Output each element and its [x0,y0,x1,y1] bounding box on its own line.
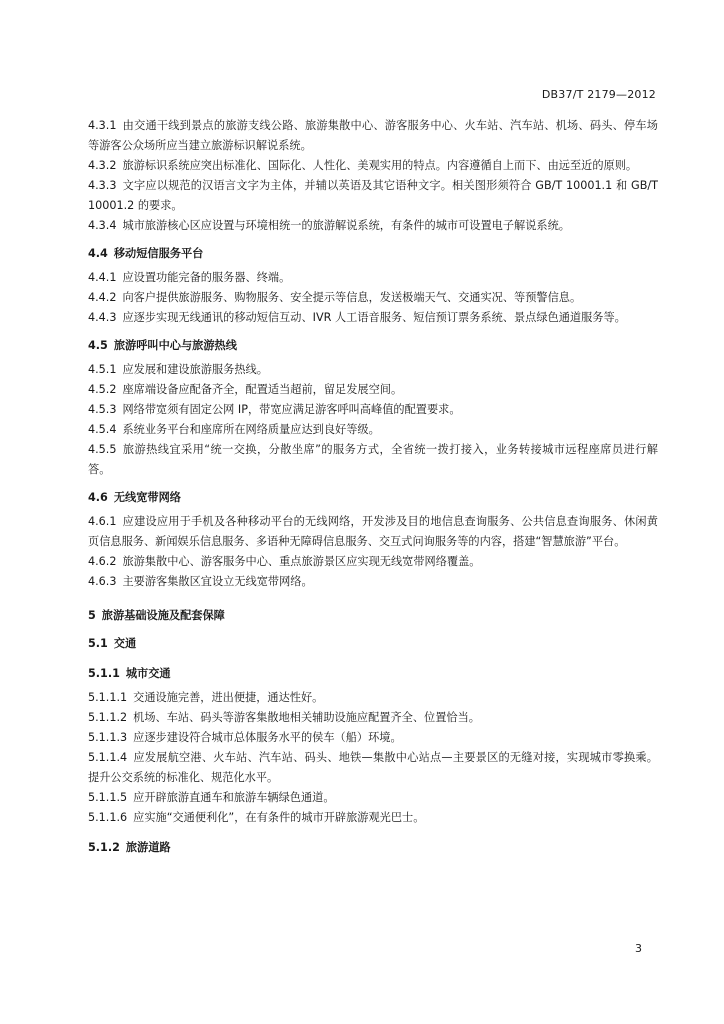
clause-paragraph [88,288,658,308]
section-heading [88,664,658,684]
clause-text: 旅游集散中心、游客服务中心、重点旅游景区应实现无线宽带网络覆盖。 [122,555,481,568]
clause-text: 网络带宽须有固定公网 IP，带宽应满足游客呼叫高峰值的配置要求。 [122,403,461,416]
clause-paragraph [88,808,658,828]
clause-text: 旅游道路 [125,841,171,854]
clause-number: 4.3.2 [88,159,117,172]
clause-number: 5.1.1.4 [88,751,128,764]
clause-number: 4.5.5 [88,443,117,456]
clause-number: 5.1.1.1 [88,691,128,704]
clause-text: 系统业务平台和座席所在网络质量应达到良好等级。 [122,423,380,436]
clause-number: 5.1.1.2 [88,711,128,724]
clause-number: 5.1.1.5 [88,791,128,804]
clause-text: 座席端设备应配备齐全，配置适当超前，留足发展空间。 [122,383,403,396]
clause-paragraph [88,216,658,236]
clause-paragraph [88,360,658,380]
clause-number: 5.1.1.3 [88,731,128,744]
section-heading [88,634,658,654]
clause-text: 应实施“交通便利化”，在有条件的城市开辟旅游观光巴士。 [133,811,425,824]
clause-number: 4.3.1 [88,119,117,132]
clause-text: 主要游客集散区宜设立无线宽带网络。 [122,575,313,588]
clause-number: 4.6.2 [88,555,117,568]
clause-number: 4.4 [88,247,108,260]
clause-paragraph [88,268,658,288]
clause-text: 文字应以规范的汉语言文字为主体，并辅以英语及其它语种文字。相关图形须符合 GB/T 10001.1 和 GB/T 10001.2 的要求。 [88,179,658,212]
clause-text: 应建设应用于手机及各种移动平台的无线网络，开发涉及目的地信息查询服务、公共信息查询服务、休闲黄页信息服务、新闻娱乐信息服务、多语种无障碍信息服务、交互式问询服务等的内容，搭建“智慧旅游”平台。 [88,515,658,548]
clause-text: 交通设施完善，进出便捷，通达性好。 [133,691,324,704]
clause-number: 4.6.1 [88,515,117,528]
clause-number: 4.5.1 [88,363,117,376]
clause-text: 应开辟旅游直通车和旅游车辆绿色通道。 [133,791,335,804]
clause-number: 4.3.3 [88,179,117,192]
clause-paragraph [88,400,658,420]
clause-text: 旅游呼叫中心与旅游热线 [113,339,237,352]
clause-number: 4.3.4 [88,219,117,232]
clause-number: 4.6.3 [88,575,117,588]
clause-text: 移动短信服务平台 [113,247,204,260]
clause-number: 4.5.2 [88,383,117,396]
clause-number: 5.1.2 [88,841,120,854]
clause-number: 4.4.3 [88,311,117,324]
clause-number: 5 [88,609,96,622]
clause-paragraph [88,748,658,788]
clause-text: 城市交通 [125,667,171,680]
clause-number: 4.5 [88,339,108,352]
section-heading [88,838,658,858]
clause-number: 5.1 [88,637,108,650]
clause-paragraph [88,440,658,480]
clause-paragraph [88,688,658,708]
clause-paragraph [88,552,658,572]
clause-text: 城市旅游核心区应设置与环境相统一的旅游解说系统，有条件的城市可设置电子解说系统。 [122,219,570,232]
clause-text: 旅游基础设施及配套保障 [101,609,225,622]
clause-text: 交通 [113,637,137,650]
clause-paragraph [88,420,658,440]
clause-text: 应发展航空港、火车站、汽车站、码头、地铁—集散中心站点—主要景区的无缝对接，实现城市零换乘。提升公交系统的标准化、规范化水平。 [88,751,658,784]
document-code: DB37/T 2179—2012 [541,88,656,101]
clause-number: 5.1.1 [88,667,120,680]
clause-paragraph [88,380,658,400]
clause-paragraph [88,728,658,748]
clause-paragraph [88,572,658,592]
clause-paragraph [88,116,658,156]
clause-paragraph [88,788,658,808]
clause-paragraph [88,176,658,216]
clause-text: 由交通干线到景点的旅游支线公路、旅游集散中心、游客服务中心、火车站、汽车站、机场、码头、停车场等游客公众场所应当建立旅游标识解说系统。 [88,119,658,152]
clause-number: 4.6 [88,491,108,504]
document-body [88,116,658,862]
section-heading [88,488,658,508]
clause-text: 旅游热线宜采用“统一交换，分散坐席”的服务方式，全省统一拨打接入，业务转接城市远程座席员进行解答。 [88,443,658,476]
clause-text: 机场、车站、码头等游客集散地相关辅助设施应配置齐全、位置恰当。 [133,711,480,724]
clause-number: 4.5.3 [88,403,117,416]
clause-paragraph [88,708,658,728]
clause-text: 向客户提供旅游服务、购物服务、安全提示等信息，发送极端天气、交通实况、等预警信息。 [122,291,582,304]
clause-number: 4.5.4 [88,423,117,436]
clause-paragraph [88,308,658,328]
clause-number: 4.4.2 [88,291,117,304]
section-heading [88,606,658,626]
clause-paragraph [88,512,658,552]
section-heading [88,336,658,356]
page-number: 3 [635,942,642,955]
clause-text: 旅游标识系统应突出标准化、国际化、人性化、美观实用的特点。内容遵循自上而下、由远至近的原则。 [122,159,638,172]
clause-text: 无线宽带网络 [113,491,181,504]
section-heading [88,244,658,264]
clause-number: 4.4.1 [88,271,117,284]
clause-text: 应逐步实现无线通讯的移动短信互动、IVR 人工语音服务、短信预订票务系统、景点绿色通道服务等。 [122,311,626,324]
clause-paragraph [88,156,658,176]
clause-text: 应设置功能完备的服务器、终端。 [122,271,291,284]
clause-number: 5.1.1.6 [88,811,128,824]
clause-text: 应逐步建设符合城市总体服务水平的侯车（船）环境。 [133,731,402,744]
clause-text: 应发展和建设旅游服务热线。 [122,363,268,376]
